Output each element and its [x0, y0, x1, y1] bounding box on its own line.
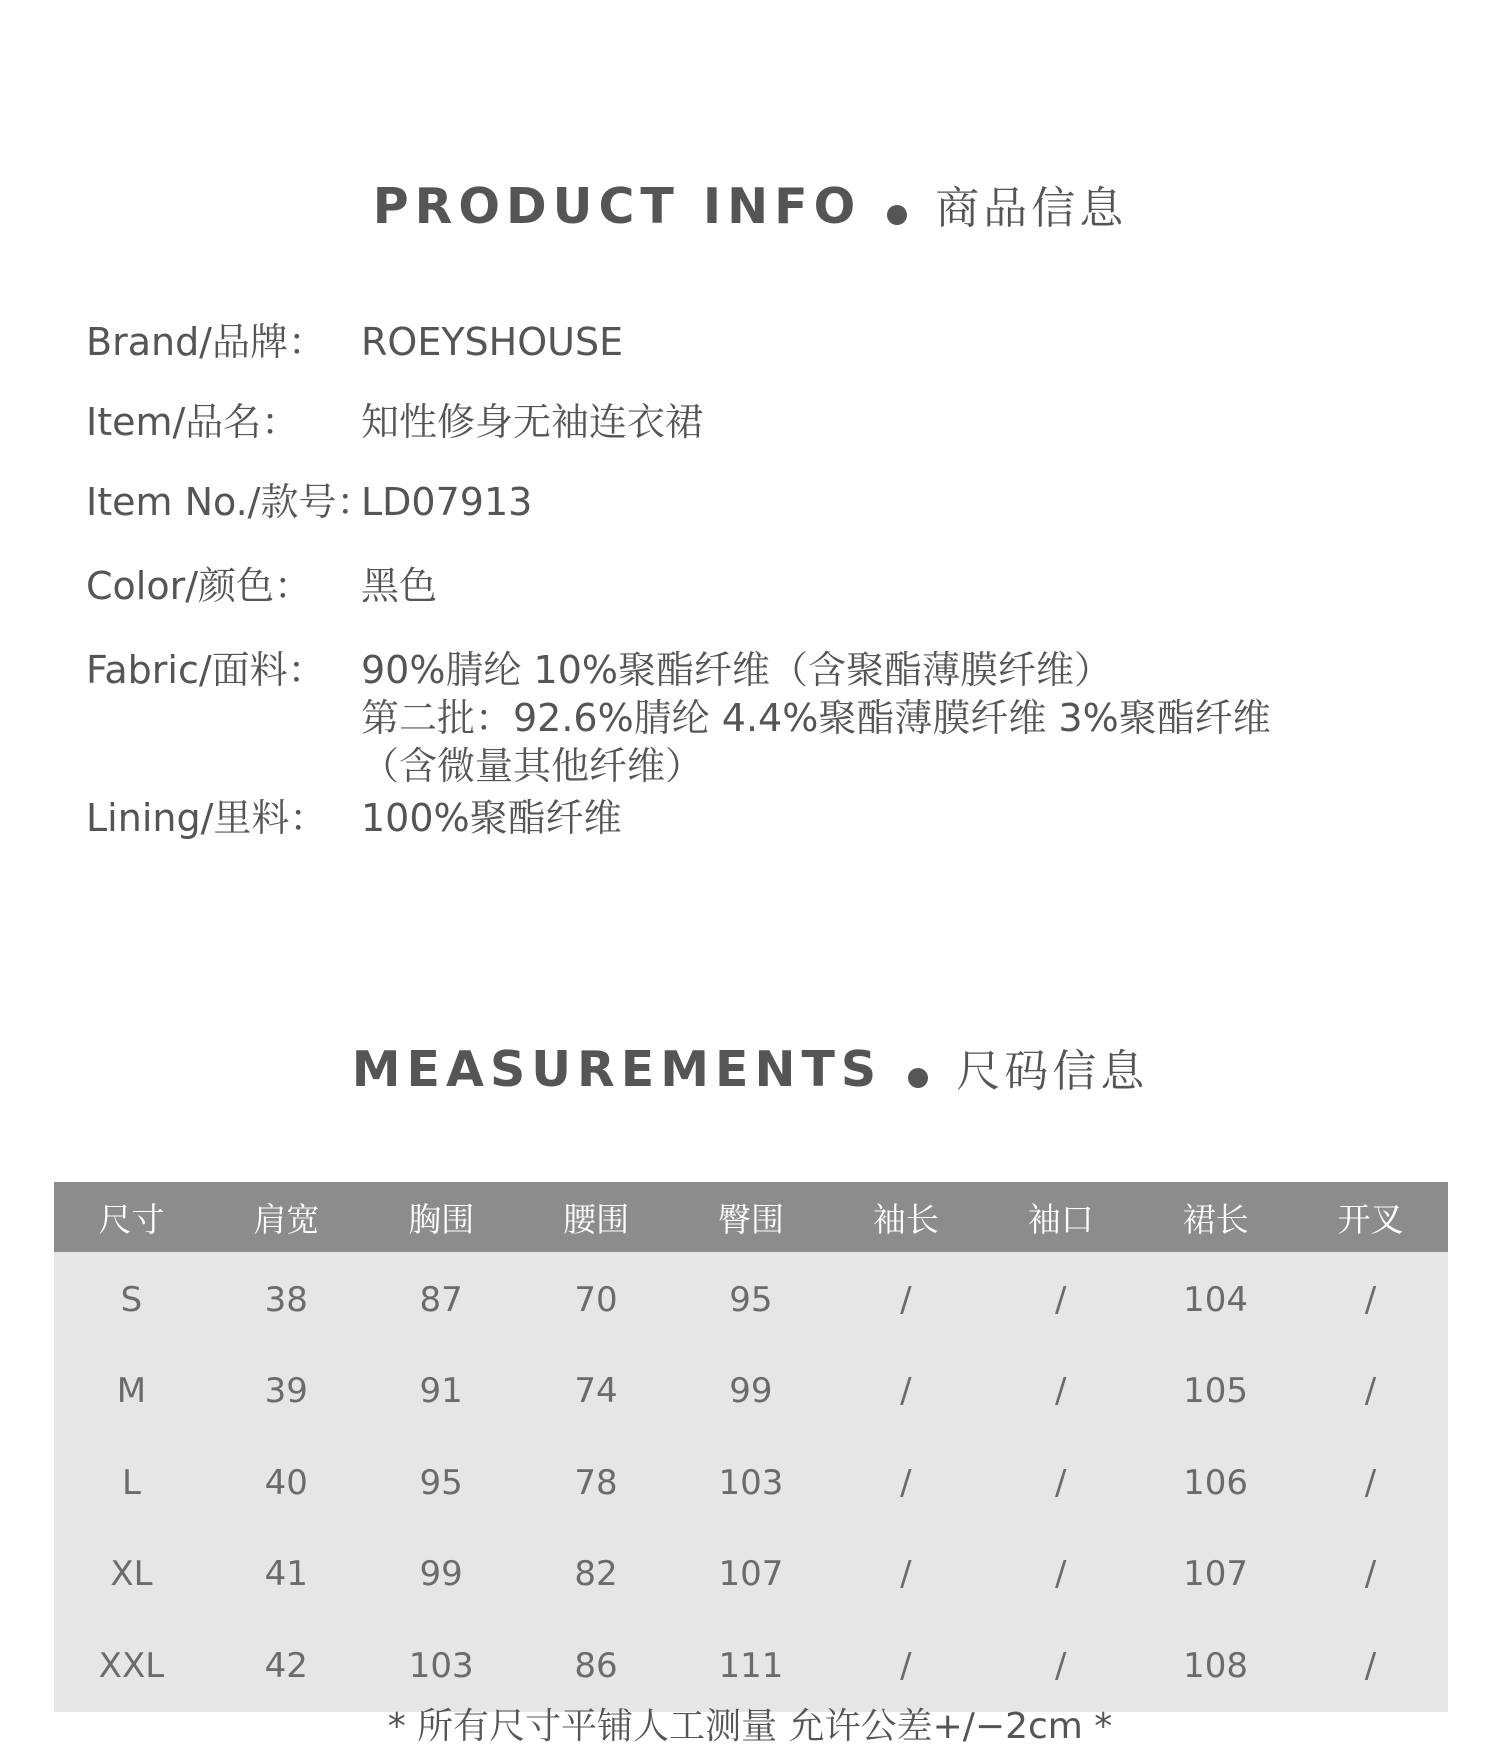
table-cell: XXL — [98, 1645, 165, 1686]
table-cell: M — [116, 1371, 147, 1412]
brand-value: ROEYSHOUSE — [361, 320, 624, 364]
product-info-title — [0, 172, 1500, 236]
size-table — [54, 1182, 1448, 1712]
item-value: 知性修身无袖连衣裙 — [361, 400, 704, 444]
header-cell-hip: 臀围 — [717, 1199, 784, 1239]
header-cell-shoulder: 肩宽 — [253, 1199, 320, 1239]
header-cell-waist: 腰围 — [563, 1199, 630, 1239]
fabric-label: Fabric/面料： — [86, 648, 326, 692]
header-cell-sleeve-length: 袖长 — [872, 1199, 939, 1239]
brand-label: Brand/品牌： — [86, 320, 326, 364]
table-cell: 70 — [574, 1279, 618, 1320]
fabric-line: 第二批：92.6%腈纶 4.4%聚酯薄膜纤维 3%聚酯纤维 — [361, 696, 1271, 740]
table-row — [54, 1346, 1448, 1438]
table-cell: / — [900, 1462, 912, 1503]
table-cell: XL — [110, 1554, 153, 1595]
table-cell: 111 — [718, 1645, 784, 1686]
table-cell: / — [900, 1645, 912, 1686]
table-cell: / — [1364, 1371, 1377, 1412]
table-cell: / — [900, 1371, 912, 1412]
table-row — [54, 1437, 1448, 1529]
color-label: Color/颜色： — [86, 564, 313, 608]
table-cell: / — [1054, 1371, 1067, 1412]
measurements-title-en: MEASUREMENTS — [351, 1041, 883, 1098]
tolerance-footnote: * 所有尺寸平铺人工测量 允许公差+/−2cm * — [387, 1706, 1113, 1747]
table-cell: 106 — [1183, 1462, 1249, 1503]
table-cell: / — [900, 1554, 912, 1595]
table-cell: 107 — [718, 1554, 784, 1595]
item-no-label: Item No./款号： — [86, 480, 375, 524]
table-cell: / — [1364, 1554, 1377, 1595]
table-cell: 99 — [729, 1371, 773, 1412]
table-cell: 87 — [419, 1279, 463, 1320]
lining-label: Lining/里料： — [86, 796, 328, 840]
table-cell: 74 — [574, 1371, 618, 1412]
lining-value: 100%聚酯纤维 — [361, 796, 622, 840]
measurements-title-cn: 尺码信息 — [956, 1046, 1149, 1097]
table-cell: / — [1054, 1279, 1067, 1320]
table-cell: / — [1054, 1462, 1067, 1503]
header-cell-slit: 开叉 — [1337, 1199, 1404, 1239]
size-table-body — [54, 1252, 1448, 1712]
table-cell: 99 — [419, 1554, 463, 1595]
table-cell: 104 — [1183, 1279, 1249, 1320]
table-cell: / — [1364, 1279, 1377, 1320]
header-cell-size: 尺寸 — [98, 1199, 165, 1239]
table-cell: 95 — [729, 1279, 773, 1320]
table-row — [54, 1529, 1448, 1621]
table-row — [54, 1254, 1448, 1346]
fabric-value — [361, 646, 1271, 790]
size-table-header — [54, 1182, 1448, 1252]
table-cell: 78 — [574, 1462, 618, 1503]
table-cell: 39 — [264, 1371, 308, 1412]
table-cell: / — [1054, 1554, 1067, 1595]
item-no-value: LD07913 — [361, 480, 533, 524]
color-value: 黑色 — [361, 564, 438, 608]
header-cell-dress-length: 裙长 — [1182, 1199, 1249, 1239]
bullet-dot-icon — [887, 205, 907, 225]
product-info-title-en: PRODUCT INFO — [372, 178, 862, 235]
table-cell: 42 — [264, 1645, 308, 1686]
table-cell: 108 — [1183, 1645, 1249, 1686]
table-cell: 95 — [419, 1462, 463, 1503]
item-label: Item/品名： — [86, 400, 300, 444]
table-cell: 103 — [408, 1645, 474, 1686]
product-info-title-cn: 商品信息 — [935, 183, 1128, 234]
fabric-line: （含微量其他纤维） — [361, 744, 704, 788]
table-cell: S — [120, 1279, 143, 1320]
bullet-dot-icon — [908, 1068, 928, 1088]
table-cell: 40 — [264, 1462, 308, 1503]
table-cell: 82 — [574, 1554, 618, 1595]
table-cell: / — [1364, 1462, 1377, 1503]
table-cell: 91 — [419, 1371, 463, 1412]
header-cell-cuff: 袖口 — [1027, 1199, 1094, 1239]
table-cell: 86 — [574, 1645, 618, 1686]
table-cell: 38 — [264, 1279, 308, 1320]
table-cell: / — [1054, 1645, 1067, 1686]
fabric-line: 90%腈纶 10%聚酯纤维（含聚酯薄膜纤维） — [361, 648, 1113, 692]
header-cell-bust: 胸围 — [408, 1199, 475, 1239]
table-cell: / — [1364, 1645, 1377, 1686]
table-cell: 107 — [1183, 1554, 1249, 1595]
table-cell: 41 — [264, 1554, 308, 1595]
table-cell: L — [121, 1462, 141, 1503]
table-cell: 105 — [1183, 1371, 1249, 1412]
measurements-title — [0, 1035, 1500, 1099]
table-cell: / — [900, 1279, 912, 1320]
table-cell: 103 — [718, 1462, 784, 1503]
